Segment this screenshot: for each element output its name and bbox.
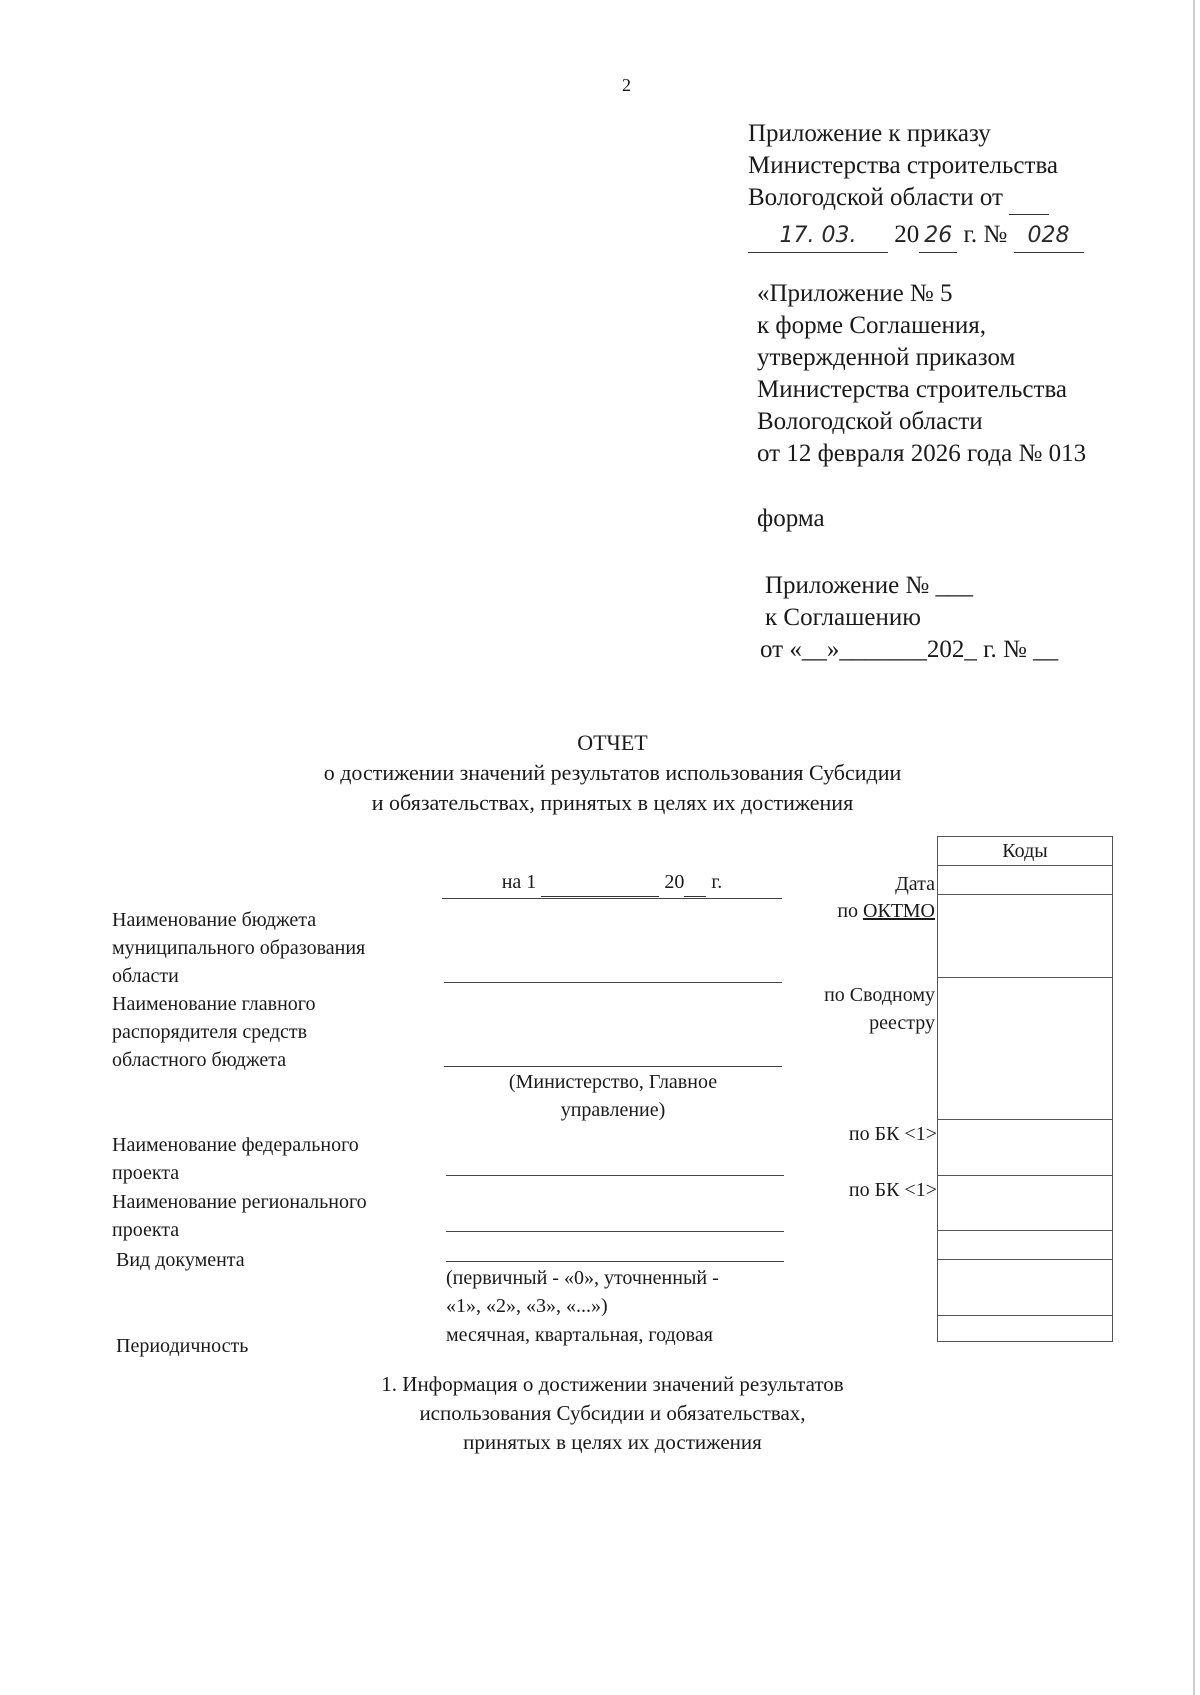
label-chief-manager: Наименование главного распорядителя средств областного бюджета [112, 993, 316, 1071]
report-date-line: на 1 20 г. [442, 868, 782, 897]
codes-row-divider [938, 1259, 1112, 1260]
codes-header: Коды [1002, 840, 1048, 862]
label-regional-project: Наименование регионального проекта [112, 1191, 367, 1241]
appendix-order-block [748, 118, 1084, 253]
codes-row-divider [938, 1315, 1112, 1316]
report-title-line1: ОТЧЕТ [577, 730, 648, 755]
appendix-order-line2: Министерства строительства [748, 152, 1059, 179]
label-bk-1: по БК <1> [848, 1123, 937, 1145]
note-ministry: (Министерство, Главное управление) [508, 1071, 718, 1121]
appendix-agreement-line3: от «__»_______202_ г. № __ [760, 636, 1059, 663]
forma-label: форма [757, 505, 825, 532]
appendix-agreement-block [760, 570, 1058, 666]
codes-row-divider [938, 1119, 1112, 1120]
label-doc-type: Вид документа [116, 1249, 245, 1271]
appendix-agreement-line1: Приложение № ___ [765, 572, 974, 599]
label-date: Дата [895, 873, 935, 895]
codes-row-divider [938, 894, 1112, 895]
page-number: 2 [622, 75, 631, 95]
appendix-form-line: Министерства строительства [757, 376, 1068, 403]
appendix-agreement-line2: к Соглашению [765, 604, 921, 631]
appendix-form-line: утвержденной приказом [757, 344, 1016, 371]
regional-project-field-line [446, 1231, 784, 1232]
note-doc-type: (первичный - «0», уточненный - «1», «2», «3», «...») [446, 1267, 719, 1317]
label-bk-2: по БК <1> [848, 1179, 937, 1201]
budget-field-line [444, 982, 782, 983]
appendix-form-line: от 12 февраля 2026 года № 013 [757, 440, 1087, 467]
appendix-order-line4: 17. 03. 20 26 г. № 028 [748, 219, 1084, 253]
federal-project-field-line [446, 1175, 784, 1176]
codes-row-divider [938, 977, 1112, 978]
blank-field [1009, 182, 1049, 215]
label-federal-project: Наименование федерального проекта [112, 1134, 359, 1184]
report-title [180, 728, 1045, 818]
year-blank [684, 868, 706, 897]
handwritten-number: 028 [1014, 220, 1084, 253]
codes-row-divider [938, 1230, 1112, 1231]
page-edge [1193, 0, 1195, 1695]
section-1-heading: 1. Информация о достижении значений результатов использования Субсидии и обязательствах, принятых в целях их достижения [381, 1372, 844, 1454]
handwritten-year: 26 [919, 220, 957, 253]
label-registry: по Сводному реестру [824, 984, 935, 1034]
report-title-line2: о достижении значений результатов использования Субсидии [323, 760, 902, 785]
label-periodicity: Периодичность [116, 1335, 249, 1357]
appendix-form-line: Вологодской области [757, 408, 983, 435]
date-blank [541, 868, 659, 897]
codes-row-divider [938, 1175, 1112, 1176]
label-oktmo: по ОКТМО [837, 900, 935, 922]
appendix-form-line: «Приложение № 5 [757, 280, 953, 307]
label-budget: Наименование бюджета муниципального образования области [112, 909, 366, 987]
appendix-form-line: к форме Соглашения, [757, 312, 986, 339]
codes-row-divider [938, 865, 1112, 866]
appendix-form-block [757, 278, 1086, 535]
chief-manager-field-line [444, 1066, 782, 1067]
date-underline [442, 898, 782, 899]
appendix-order-line3: Вологодской области от [748, 182, 1084, 215]
appendix-order-line1: Приложение к приказу [748, 120, 991, 147]
codes-table [937, 836, 1113, 1342]
handwritten-date: 17. 03. [748, 220, 888, 253]
report-title-line3: и обязательствах, принятых в целях их достижения [371, 790, 854, 815]
doc-type-field-line [446, 1261, 784, 1262]
note-periodicity: месячная, квартальная, годовая [446, 1324, 713, 1346]
